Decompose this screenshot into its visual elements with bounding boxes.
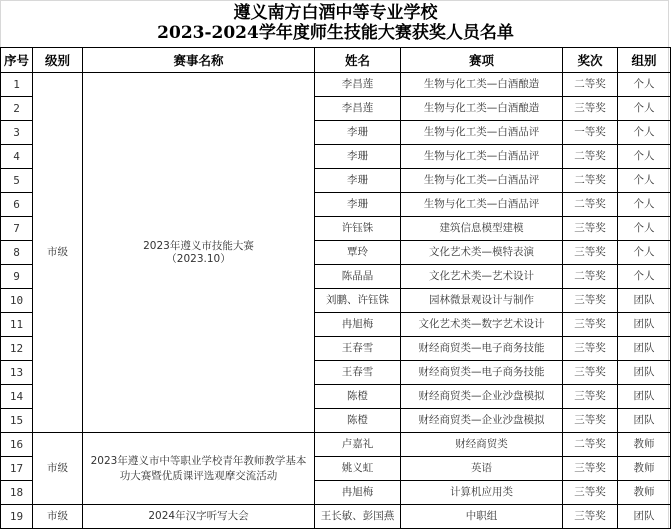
award-cell: 三等奖 — [563, 241, 618, 265]
item-cell: 财经商贸类—企业沙盘模拟 — [401, 409, 563, 433]
item-cell: 生物与化工类—白酒品评 — [401, 145, 563, 169]
item-cell: 建筑信息模型建模 — [401, 217, 563, 241]
row-no: 10 — [1, 289, 33, 313]
event-cell — [83, 73, 315, 433]
name-cell: 李珊 — [315, 145, 401, 169]
row-no: 17 — [1, 457, 33, 481]
group-cell: 个人 — [618, 193, 671, 217]
row-no: 18 — [1, 481, 33, 505]
group-cell: 团队 — [618, 505, 671, 529]
table-row — [1, 73, 671, 97]
row-no: 2 — [1, 97, 33, 121]
group-cell: 团队 — [618, 313, 671, 337]
award-cell: 二等奖 — [563, 433, 618, 457]
header-no: 序号 — [1, 48, 33, 73]
header-item: 赛项 — [401, 48, 563, 73]
name-cell: 李昌莲 — [315, 73, 401, 97]
group-cell: 团队 — [618, 409, 671, 433]
name-cell: 王春雪 — [315, 361, 401, 385]
level-cell: 市级 — [33, 73, 83, 433]
group-cell: 教师 — [618, 457, 671, 481]
item-cell: 财经商贸类—电子商务技能 — [401, 337, 563, 361]
row-no: 15 — [1, 409, 33, 433]
name-cell: 李昌莲 — [315, 97, 401, 121]
group-cell: 团队 — [618, 337, 671, 361]
event-name: 2023年遵义市技能大赛 — [143, 239, 254, 252]
item-cell: 生物与化工类—白酒品评 — [401, 169, 563, 193]
row-no: 11 — [1, 313, 33, 337]
row-no: 13 — [1, 361, 33, 385]
row-no: 3 — [1, 121, 33, 145]
award-cell: 二等奖 — [563, 73, 618, 97]
item-cell: 中职组 — [401, 505, 563, 529]
name-cell: 陈橙 — [315, 409, 401, 433]
header-level: 级别 — [33, 48, 83, 73]
group-cell: 个人 — [618, 217, 671, 241]
table-row — [1, 433, 671, 457]
row-no: 6 — [1, 193, 33, 217]
name-cell: 李珊 — [315, 169, 401, 193]
event-cell: 2024年汉字听写大会 — [83, 505, 315, 529]
header-award: 奖次 — [563, 48, 618, 73]
group-cell: 个人 — [618, 97, 671, 121]
document-title — [0, 3, 671, 43]
item-cell: 财经商贸类 — [401, 433, 563, 457]
group-cell: 个人 — [618, 169, 671, 193]
item-cell: 文化艺术类—数字艺术设计 — [401, 313, 563, 337]
row-no: 16 — [1, 433, 33, 457]
group-cell: 个人 — [618, 73, 671, 97]
group-cell: 个人 — [618, 145, 671, 169]
item-cell: 计算机应用类 — [401, 481, 563, 505]
name-cell: 李珊 — [315, 193, 401, 217]
name-cell: 冉旭梅 — [315, 313, 401, 337]
name-cell: 卢嘉礼 — [315, 433, 401, 457]
award-cell: 一等奖 — [563, 121, 618, 145]
award-table — [0, 47, 671, 529]
name-cell: 陈橙 — [315, 385, 401, 409]
item-cell: 生物与化工类—白酒品评 — [401, 193, 563, 217]
name-cell: 许钰铢 — [315, 217, 401, 241]
item-cell: 生物与化工类—白酒品评 — [401, 121, 563, 145]
award-cell: 三等奖 — [563, 409, 618, 433]
item-cell: 文化艺术类—艺术设计 — [401, 265, 563, 289]
group-cell: 团队 — [618, 385, 671, 409]
award-cell: 二等奖 — [563, 145, 618, 169]
group-cell: 团队 — [618, 289, 671, 313]
row-no: 9 — [1, 265, 33, 289]
item-cell: 生物与化工类—白酒酿造 — [401, 73, 563, 97]
award-cell: 三等奖 — [563, 385, 618, 409]
table-row — [1, 505, 671, 529]
name-cell: 王春雪 — [315, 337, 401, 361]
header-group: 组别 — [618, 48, 671, 73]
level-cell: 市级 — [33, 505, 83, 529]
title-list-name: 2023-2024学年度师生技能大赛获奖人员名单 — [157, 23, 514, 43]
row-no: 4 — [1, 145, 33, 169]
award-cell: 三等奖 — [563, 97, 618, 121]
award-cell: 三等奖 — [563, 481, 618, 505]
item-cell: 财经商贸类—企业沙盘模拟 — [401, 385, 563, 409]
group-cell: 个人 — [618, 241, 671, 265]
award-cell: 三等奖 — [563, 457, 618, 481]
item-cell: 财经商贸类—电子商务技能 — [401, 361, 563, 385]
group-cell: 教师 — [618, 433, 671, 457]
group-cell: 团队 — [618, 361, 671, 385]
row-no: 8 — [1, 241, 33, 265]
header-name: 姓名 — [315, 48, 401, 73]
item-cell: 生物与化工类—白酒酿造 — [401, 97, 563, 121]
row-no: 5 — [1, 169, 33, 193]
title-school: 遵义南方白酒中等专业学校 — [233, 3, 438, 23]
event-date: （2023.10） — [166, 252, 231, 265]
row-no: 12 — [1, 337, 33, 361]
row-no: 7 — [1, 217, 33, 241]
name-cell: 刘鹏、许钰铢 — [315, 289, 401, 313]
row-no: 19 — [1, 505, 33, 529]
award-cell: 三等奖 — [563, 217, 618, 241]
item-cell: 园林微景观设计与制作 — [401, 289, 563, 313]
award-cell: 三等奖 — [563, 505, 618, 529]
row-no: 1 — [1, 73, 33, 97]
group-cell: 个人 — [618, 265, 671, 289]
header-event: 赛事名称 — [83, 48, 315, 73]
award-cell: 三等奖 — [563, 337, 618, 361]
item-cell: 英语 — [401, 457, 563, 481]
award-cell: 二等奖 — [563, 193, 618, 217]
award-cell: 二等奖 — [563, 265, 618, 289]
award-cell: 三等奖 — [563, 361, 618, 385]
group-cell: 个人 — [618, 121, 671, 145]
award-cell: 三等奖 — [563, 289, 618, 313]
level-cell: 市级 — [33, 433, 83, 505]
award-cell: 二等奖 — [563, 169, 618, 193]
name-cell: 冉旭梅 — [315, 481, 401, 505]
item-cell: 文化艺术类—模特表演 — [401, 241, 563, 265]
name-cell: 陈晶晶 — [315, 265, 401, 289]
header-row — [1, 48, 671, 73]
name-cell: 王长敏、彭国燕 — [315, 505, 401, 529]
name-cell: 李珊 — [315, 121, 401, 145]
event-cell: 2023年遵义市中等职业学校青年教师教学基本功大赛暨优质课评选观摩交流活动 — [83, 433, 315, 505]
name-cell: 覃玲 — [315, 241, 401, 265]
row-no: 14 — [1, 385, 33, 409]
group-cell: 教师 — [618, 481, 671, 505]
name-cell: 姚义虹 — [315, 457, 401, 481]
award-cell: 三等奖 — [563, 313, 618, 337]
